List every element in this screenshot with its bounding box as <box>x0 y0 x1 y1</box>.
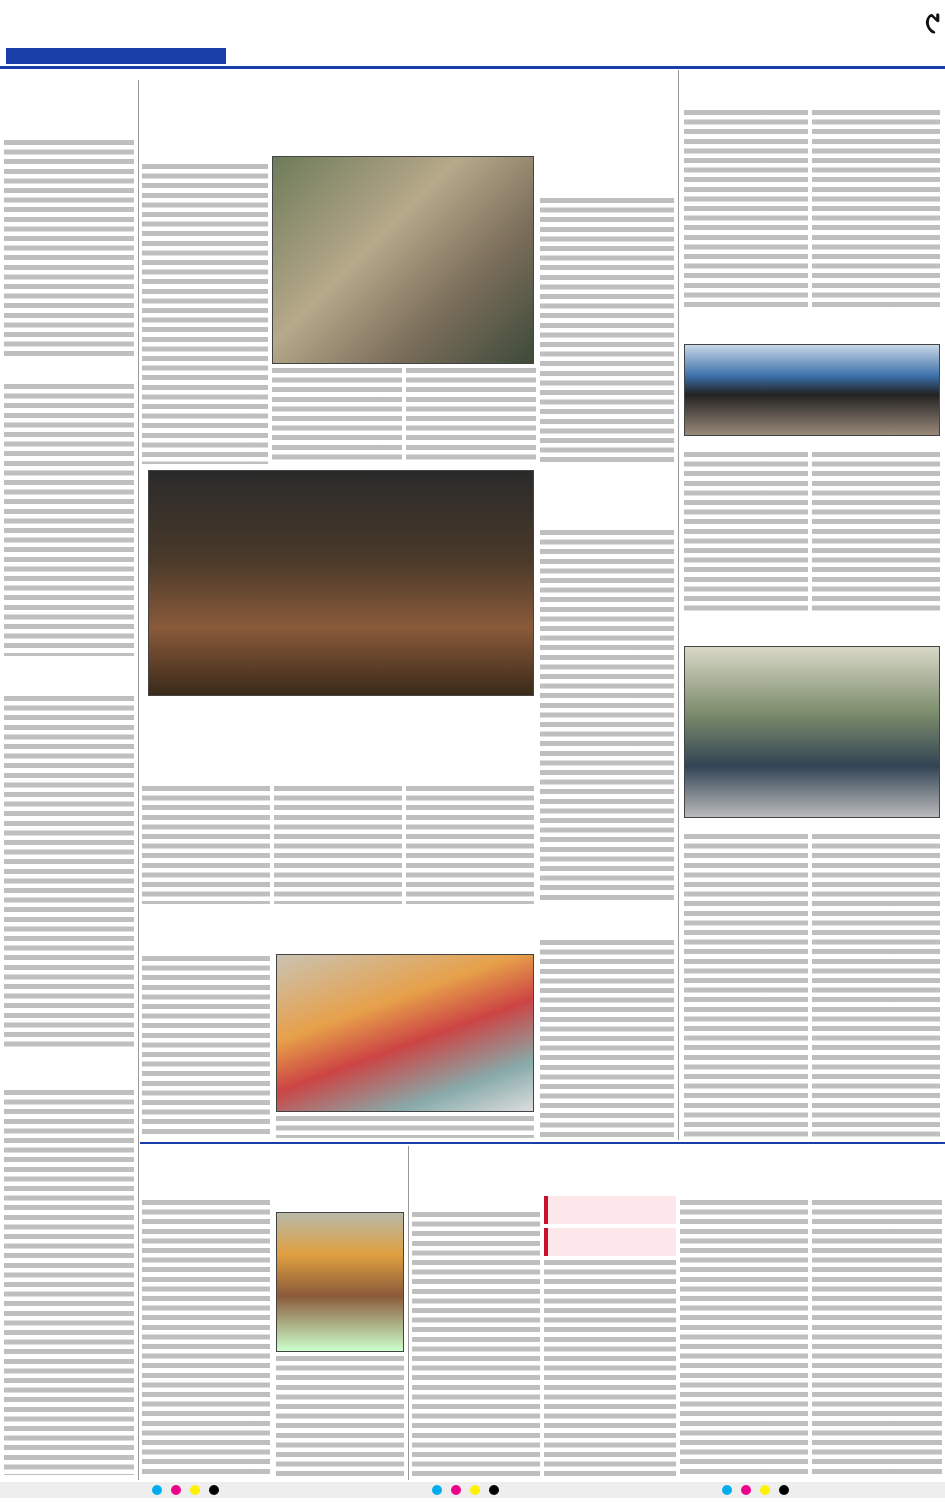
festival-photo-caption <box>148 698 534 728</box>
story-8-col-1 <box>684 834 808 1138</box>
story-1-dateline <box>150 150 270 162</box>
masthead-logo <box>6 4 126 46</box>
black-mark <box>209 1485 219 1495</box>
story-1-headline <box>142 86 672 146</box>
brief-2-body <box>4 384 134 656</box>
dateline <box>6 48 226 64</box>
yellow-mark <box>760 1485 770 1495</box>
magenta-mark <box>171 1485 181 1495</box>
story-10-bullet-1 <box>544 1196 676 1224</box>
story-8-photo-caption <box>684 820 940 832</box>
magenta-mark <box>741 1485 751 1495</box>
story-4-headline <box>142 906 534 938</box>
brief-4-headline <box>4 1054 134 1088</box>
story-7-photo-caption <box>684 438 940 450</box>
masthead-rule <box>0 66 945 69</box>
story-9-col-1 <box>142 1200 270 1478</box>
story-4-col-1 <box>142 956 270 1136</box>
story-6-col-2 <box>812 110 940 310</box>
story-9-photo <box>276 1212 404 1352</box>
cyan-mark <box>432 1485 442 1495</box>
brief-3-headline <box>4 660 134 694</box>
column-rule <box>408 1146 409 1480</box>
story-4-photo <box>276 954 534 1112</box>
story-1-photo <box>272 156 534 364</box>
story-4-dateline <box>150 942 310 954</box>
brief-1-headline <box>4 104 134 138</box>
story-10-col-4 <box>812 1200 942 1478</box>
story-5-body <box>540 940 674 1140</box>
column-rule <box>138 80 139 1480</box>
story-3-col-1 <box>142 786 270 904</box>
story-10-dateline <box>412 1198 540 1210</box>
story-7-photo <box>684 344 940 436</box>
story-10-col-1 <box>412 1212 540 1478</box>
black-mark <box>489 1485 499 1495</box>
story-10-headline <box>412 1150 942 1194</box>
story-3-dateline <box>150 772 310 784</box>
column-rule <box>678 70 679 1140</box>
page-number: ୯ <box>925 6 940 41</box>
story-10-bullet-2 <box>544 1228 676 1256</box>
magenta-mark <box>451 1485 461 1495</box>
story-9-headline <box>142 1148 406 1182</box>
black-mark <box>779 1485 789 1495</box>
lower-rule <box>140 1142 945 1144</box>
story-5-headline <box>536 902 676 936</box>
registration-marks <box>150 1482 221 1502</box>
story-10-col-2 <box>544 1260 676 1478</box>
story-3-col-3 <box>406 786 534 904</box>
story-8-photo <box>684 646 940 818</box>
brief-1-body <box>4 140 134 360</box>
story-1-col-4 <box>540 198 674 464</box>
story-10-col-3 <box>680 1200 808 1478</box>
story-3-col-2 <box>274 786 402 904</box>
yellow-mark <box>470 1485 480 1495</box>
story-2-headline <box>536 466 676 526</box>
story-1-col-1 <box>142 164 268 464</box>
festival-photo <box>148 470 534 696</box>
brief-4-body <box>4 1090 134 1475</box>
story-6-headline <box>684 72 940 106</box>
brief-2-headline <box>4 364 134 382</box>
yellow-mark <box>190 1485 200 1495</box>
story-7-col-2 <box>812 452 940 612</box>
story-3-headline <box>142 736 534 768</box>
story-8-col-2 <box>812 834 940 1138</box>
registration-marks <box>430 1482 501 1502</box>
story-9-dateline <box>150 1186 280 1198</box>
story-6-col-1 <box>684 110 808 310</box>
registration-marks <box>720 1482 791 1502</box>
story-4-col-2 <box>276 1116 534 1138</box>
cyan-mark <box>152 1485 162 1495</box>
print-registration-bar <box>0 1482 945 1498</box>
story-1-col-3 <box>406 368 536 464</box>
story-1-col-2 <box>272 368 402 464</box>
story-8-headline <box>684 614 940 644</box>
story-7-col-1 <box>684 452 808 612</box>
brief-3-body <box>4 696 134 1051</box>
story-9-col-2 <box>276 1356 404 1478</box>
story-2-body <box>540 530 674 900</box>
story-7-headline <box>684 312 940 342</box>
section-title <box>780 4 940 44</box>
cyan-mark <box>722 1485 732 1495</box>
